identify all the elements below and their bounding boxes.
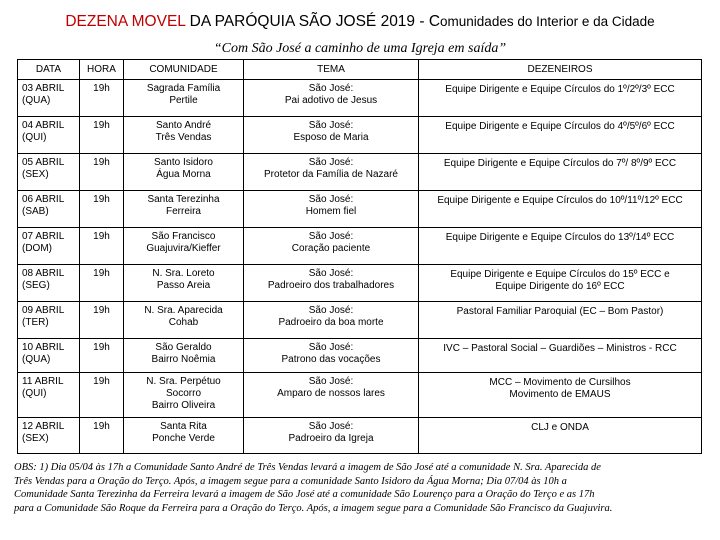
community-cell-line: Bairro Oliveira [151, 400, 216, 411]
obs-line: Comunidade Santa Terezinha da Ferreira levará a imagem de São José até a comunidade São Lourenço para a Oração do Terço e as 17h [14, 489, 595, 500]
time-cell: 19h [80, 339, 124, 373]
dezeneiros-cell-line: Equipe Dirigente do 16º ECC [495, 281, 625, 292]
community-cell [124, 117, 244, 154]
community-cell [124, 265, 244, 302]
date-cell-line: 07 ABRIL [22, 231, 65, 242]
theme-cell-line: Homem fiel [305, 206, 357, 217]
table-row [18, 302, 702, 339]
table-row [18, 228, 702, 265]
table-header-row [18, 60, 702, 80]
theme-cell [244, 265, 419, 302]
column-header: HORA [80, 60, 124, 80]
time-cell: 19h [80, 117, 124, 154]
theme-cell [244, 154, 419, 191]
community-cell-line: Passo Areia [156, 280, 211, 291]
obs-line: OBS: 1) Dia 05/04 às 17h a Comunidade Santo André de Três Vendas levará a imagem de São José até a comunidade N. Sra. Aparecida de [14, 462, 601, 473]
dezeneiros-cell-line: Equipe Dirigente e Equipe Círculos do 15º ECC e [450, 269, 670, 280]
community-cell-line: Ferreira [165, 206, 201, 217]
theme-cell-line: São José: [308, 305, 354, 316]
date-cell-line: (SEG) [22, 280, 50, 291]
community-cell [124, 191, 244, 228]
title-main: DA PARÓQUIA SÃO JOSÉ 2019 - C [185, 13, 441, 30]
theme-cell [244, 117, 419, 154]
dezeneiros-cell-line: Equipe Dirigente e Equipe Círculos do 13º/14º ECC [445, 232, 675, 243]
dezeneiros-cell [419, 418, 702, 454]
community-cell-line: N. Sra. Loreto [152, 268, 215, 279]
column-header: DEZENEIROS [419, 60, 702, 80]
table-row [18, 339, 702, 373]
page-subtitle: “Com São José a caminho de uma Igreja em saída” [213, 41, 507, 56]
theme-cell-line: São José: [308, 376, 354, 387]
community-cell [124, 373, 244, 418]
dezeneiros-cell-line: CLJ e ONDA [531, 422, 589, 433]
date-cell [18, 154, 80, 191]
theme-cell-line: Amparo de nossos lares [277, 388, 385, 399]
theme-cell [244, 302, 419, 339]
observations-note [14, 461, 704, 515]
theme-cell-line: São José: [308, 194, 354, 205]
community-cell-line: N. Sra. Perpétuo [146, 376, 221, 387]
community-cell-line: Santo André [155, 120, 212, 131]
dezeneiros-cell-line: MCC – Movimento de Cursilhos [489, 377, 631, 388]
date-cell-line: 04 ABRIL [22, 120, 65, 131]
dezeneiros-cell-line: IVC – Pastoral Social – Guardiões – Ministros - RCC [443, 343, 677, 354]
community-cell-line: Pertile [169, 95, 198, 106]
date-cell-line: 08 ABRIL [22, 268, 65, 279]
dezeneiros-cell-line: Equipe Dirigente e Equipe Círculos do 7º/ 8º/9º ECC [443, 158, 677, 169]
theme-cell-line: Padroeiro da Igreja [288, 433, 374, 444]
dezeneiros-cell [419, 80, 702, 117]
community-cell-line: São Geraldo [155, 342, 212, 353]
theme-cell-line: Padroeiro da boa morte [278, 317, 384, 328]
community-cell-line: Santo Isidoro [154, 157, 213, 168]
date-cell-line: 09 ABRIL [22, 305, 65, 316]
date-cell-line: (QUA) [22, 354, 51, 365]
dezeneiros-cell [419, 228, 702, 265]
community-cell-line: Bairro Noêmia [151, 354, 216, 365]
schedule-table [17, 59, 702, 454]
date-cell [18, 373, 80, 418]
date-cell [18, 302, 80, 339]
theme-cell-line: São José: [308, 231, 354, 242]
dezeneiros-cell [419, 117, 702, 154]
theme-cell-line: São José: [308, 342, 354, 353]
community-cell-line: São Francisco [151, 231, 216, 242]
date-cell [18, 418, 80, 454]
theme-cell [244, 191, 419, 228]
theme-cell-line: Esposo de Maria [293, 132, 369, 143]
table-row [18, 373, 702, 418]
obs-line: para a Comunidade São Roque da Ferreira para a Oração do Terço. Após, a imagem segue para a Comunidade São Francisco da Guajuvira. [14, 502, 613, 514]
theme-cell-line: Patrono das vocações [281, 354, 381, 365]
theme-cell-line: Padroeiro dos trabalhadores [267, 280, 395, 291]
community-cell-line: Cohab [168, 317, 199, 328]
table-row [18, 418, 702, 454]
table-row [18, 265, 702, 302]
theme-cell-line: São José: [308, 268, 354, 279]
theme-cell-line: São José: [308, 83, 354, 94]
date-cell [18, 265, 80, 302]
date-cell-line: (SEX) [22, 169, 49, 180]
dezeneiros-cell-line: Pastoral Familiar Paroquial (EC – Bom Pastor) [456, 306, 664, 317]
table-row [18, 80, 702, 117]
date-cell-line: (SEX) [22, 433, 49, 444]
community-cell [124, 228, 244, 265]
community-cell-line: Guajuvira/Kieffer [146, 243, 221, 254]
dezeneiros-cell [419, 302, 702, 339]
theme-cell-line: São José: [308, 421, 354, 432]
theme-cell [244, 418, 419, 454]
dezeneiros-cell-line: Movimento de EMAUS [509, 389, 611, 400]
time-cell: 19h [80, 80, 124, 117]
date-cell-line: 03 ABRIL [22, 83, 65, 94]
dezeneiros-cell [419, 339, 702, 373]
date-cell-line: (QUA) [22, 95, 51, 106]
column-header: TEMA [244, 60, 419, 80]
date-cell-line: (QUI) [22, 132, 47, 143]
theme-cell-line: São José: [308, 157, 354, 168]
community-cell-line: Ponche Verde [152, 433, 215, 444]
table-row [18, 154, 702, 191]
dezeneiros-cell-line: Equipe Dirigente e Equipe Círculos do 10º/11º/12º ECC [437, 195, 683, 206]
theme-cell [244, 228, 419, 265]
dezeneiros-cell [419, 191, 702, 228]
community-cell [124, 302, 244, 339]
date-cell [18, 191, 80, 228]
theme-cell-line: Coração paciente [291, 243, 371, 254]
date-cell-line: 12 ABRIL [22, 421, 65, 432]
date-cell-line: (QUI) [22, 388, 47, 399]
time-cell: 19h [80, 373, 124, 418]
dezeneiros-cell [419, 373, 702, 418]
time-cell: 19h [80, 418, 124, 454]
community-cell-line: Santa Terezinha [147, 194, 220, 205]
theme-cell-line: São José: [308, 120, 354, 131]
date-cell-line: 05 ABRIL [22, 157, 65, 168]
time-cell: 19h [80, 154, 124, 191]
page-title [0, 12, 720, 32]
table-row [18, 117, 702, 154]
theme-cell-line: Protetor da Família de Nazaré [264, 169, 398, 180]
dezeneiros-cell-line: Equipe Dirigente e Equipe Círculos do 4º/5º/6º ECC [445, 121, 675, 132]
community-cell-line: Santa Rita [160, 421, 207, 432]
date-cell [18, 80, 80, 117]
community-cell-line: Sagrada Família [146, 83, 221, 94]
date-cell [18, 339, 80, 373]
column-header: COMUNIDADE [124, 60, 244, 80]
obs-line: Três Vendas para a Oração do Terço. Após, a imagem segue para a comunidade Santo Isidoro da Água Morna; Dia 07/04 às 10h a [14, 475, 567, 487]
date-cell-line: 10 ABRIL [22, 342, 65, 353]
date-cell-line: (SAB) [22, 206, 49, 217]
community-cell-line: Três Vendas [155, 132, 212, 143]
theme-cell [244, 80, 419, 117]
time-cell: 19h [80, 265, 124, 302]
date-cell-line: 06 ABRIL [22, 194, 65, 205]
community-cell [124, 418, 244, 454]
title-highlight: DEZENA MOVEL [65, 13, 186, 30]
theme-cell-line: Pai adotivo de Jesus [284, 95, 378, 106]
community-cell-line: N. Sra. Aparecida [144, 305, 223, 316]
theme-cell [244, 339, 419, 373]
title-continuation: omunidades do Interior e da Cidade [440, 14, 655, 29]
time-cell: 19h [80, 228, 124, 265]
community-cell-line: Água Morna [156, 169, 211, 180]
date-cell [18, 117, 80, 154]
dezeneiros-cell-line: Equipe Dirigente e Equipe Círculos do 1º/2º/3º ECC [445, 84, 675, 95]
dezeneiros-cell [419, 265, 702, 302]
column-header: DATA [18, 60, 80, 80]
time-cell: 19h [80, 302, 124, 339]
table-row [18, 191, 702, 228]
community-cell [124, 154, 244, 191]
date-cell-line: 11 ABRIL [22, 376, 64, 387]
date-cell [18, 228, 80, 265]
dezeneiros-cell [419, 154, 702, 191]
theme-cell [244, 373, 419, 418]
community-cell [124, 339, 244, 373]
date-cell-line: (DOM) [22, 243, 52, 254]
time-cell: 19h [80, 191, 124, 228]
community-cell-line: Socorro [165, 388, 201, 399]
date-cell-line: (TER) [22, 317, 49, 328]
community-cell [124, 80, 244, 117]
